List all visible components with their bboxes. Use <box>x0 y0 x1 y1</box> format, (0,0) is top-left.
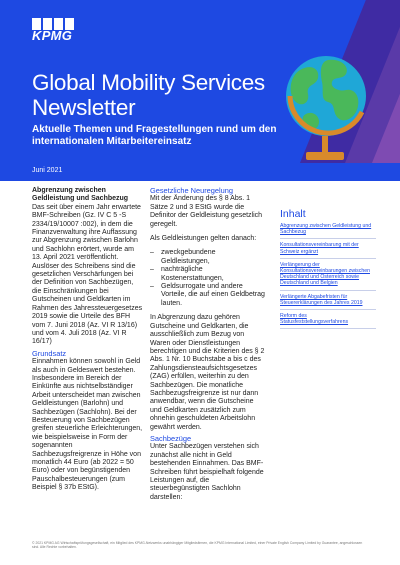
newsletter-subtitle: Aktuelle Themen und Fragestellungen rund um den internationalen Mitarbeitereinsatz <box>32 124 277 147</box>
article-column-2 <box>150 187 266 502</box>
article-heading: Abgrenzung zwischen Geldleistung und Sachbezug <box>32 187 129 203</box>
kpmg-wordmark: KPMG <box>32 28 73 43</box>
list-item-text: zweckgebundene Geldleistungen, <box>161 249 216 265</box>
newsletter-title: Global Mobility Services Newsletter <box>32 70 265 120</box>
issue-date: Juni 2021 <box>32 167 63 174</box>
article-paragraph: Das seit über einem Jahr erwartete BMF-Schreiben (Gz. IV C 5 -S 2334/19/10007 :002), in dem die Finanzverwaltung ihre Auffassung zur Abgrenzung zwischen Barlohn und Sachlohn erörtert, wurde am 13. April 2021 veröffentlicht. Auslöser des Schreibens sind die gesetzlichen Verschärfungen bei der Definition von Sachbezügen, die Einschränkungen bei Gutscheinen und Geldkarten im Rahmen des Jahressteuergesetzes 2019 sowie die Urteile des BFH vom 7. Juni 2018 (Az. VI R 13/16) und vom 4. Juli 2018 (Az. VI R 16/17) <box>32 203 143 346</box>
toc-link[interactable]: Verlängerte Abgabefristen für Steuererklärungen des Jahres 2019 <box>280 294 376 310</box>
toc-link[interactable]: Verlängerung der Konsultationsvereinbarungen zwischen Deutschland und Österreich sowie Deutschland und Belgien <box>280 262 376 291</box>
article-paragraph: Mit der Änderung des § 8 Abs. 1 Sätze 2 und 3 EStG wurde die Definitor der Geldleistung gesetzlich geregelt. <box>150 195 263 228</box>
globe-icon <box>276 48 380 163</box>
toc-title: Inhalt <box>280 208 306 220</box>
section-subheading: Grundsatz <box>32 348 67 358</box>
article-paragraph: Einnahmen können sowohl in Geld als auch in Geldeswert bestehen. Insbesondere im Bereich der Einkünfte aus nichtselbständiger Arbeit unterscheidet man zwischen Geldleistungen (Barlohn) und Sachbezügen (Sachlohn). Bei der Besteuerung von Sachbezügen greifen steuerliche Erleichterungen, wie beispielsweise in Form der sogenannten Sachbezugsfreigrenze in Höhe von monatlich 44 Euro (ab 2022 = 50 Euro) oder von begünstigenden Pauschalbesteuerungen (zum Beispiel § 37b EStG). <box>32 358 143 492</box>
section-subheading: Gesetzliche Neuregelung <box>150 186 233 195</box>
toc-link[interactable]: Abgrenzung zwischen Geldleistung und Sachbezug <box>280 223 376 239</box>
hero-banner <box>0 0 400 163</box>
article-column-1 <box>32 187 144 493</box>
toc-link[interactable]: Reform des Statusfeststellungsverfahrens <box>280 313 376 329</box>
list-item: – nachträgliche Kostenerstattungen, <box>150 266 266 283</box>
date-band <box>0 163 400 181</box>
list-item: – zweckgebundene Geldleistungen, <box>150 249 266 266</box>
copyright-footer: © 2021 KPMG AG Wirtschaftsprüfungsgesellschaft, ein Mitglied des KPMG-Netzwerks unabhängiger Mitgliedsfirmen, die KPMG International Limited, einer Private English Company Limited by Guarantee, angeschlossen sind. Alle Rechte vorbehalten. <box>32 541 363 550</box>
list-item: – Geldsurrogate und andere Vorteile, die auf einen Geldbetrag lauten. <box>150 283 265 307</box>
article-paragraph: In Abgrenzung dazu gehören Gutscheine und Geldkarten, die ausschließlich zum Bezug von Waren oder Dienstleistungen berechtigen und die Kriterien des § 2 Abs. 1 Nr. 10 Buchstabe a bis c des Zahlungsdiensteaufsichtsgesetzes (ZAG) erfüllen, weiterhin zu den Sachbezügen. Die monatliche Sachbezugsfreigrenze ist nur dann anwendbar, wenn die Gutscheine und Geldkarten zusätzlich zum ohnehin geschuldeten Arbeitslohn gewährt werden. <box>150 314 265 431</box>
article-paragraph: Als Geldleistungen gelten danach: <box>150 235 257 243</box>
kpmg-logo <box>32 18 76 43</box>
list-item-text: nachträgliche Kostenerstattungen, <box>161 266 224 282</box>
section-subheading: Sachbezüge <box>150 433 192 443</box>
list-item-text: Geldsurrogate und andere Vorteile, die auf einen Geldbetrag lauten. <box>161 283 265 307</box>
toc-link[interactable]: Konsultationsvereinbarung mit der Schweiz ergänzt <box>280 242 376 258</box>
table-of-contents <box>280 208 376 332</box>
article-paragraph: Unter Sachbezügen verstehen sich zunächst alle nicht in Geld bestehenden Einnahmen. Das BMF-Schreiben führt beispielhaft folgende Leistungen auf, die steuerbegünstigten Sachlohn darstellen: <box>150 443 264 501</box>
